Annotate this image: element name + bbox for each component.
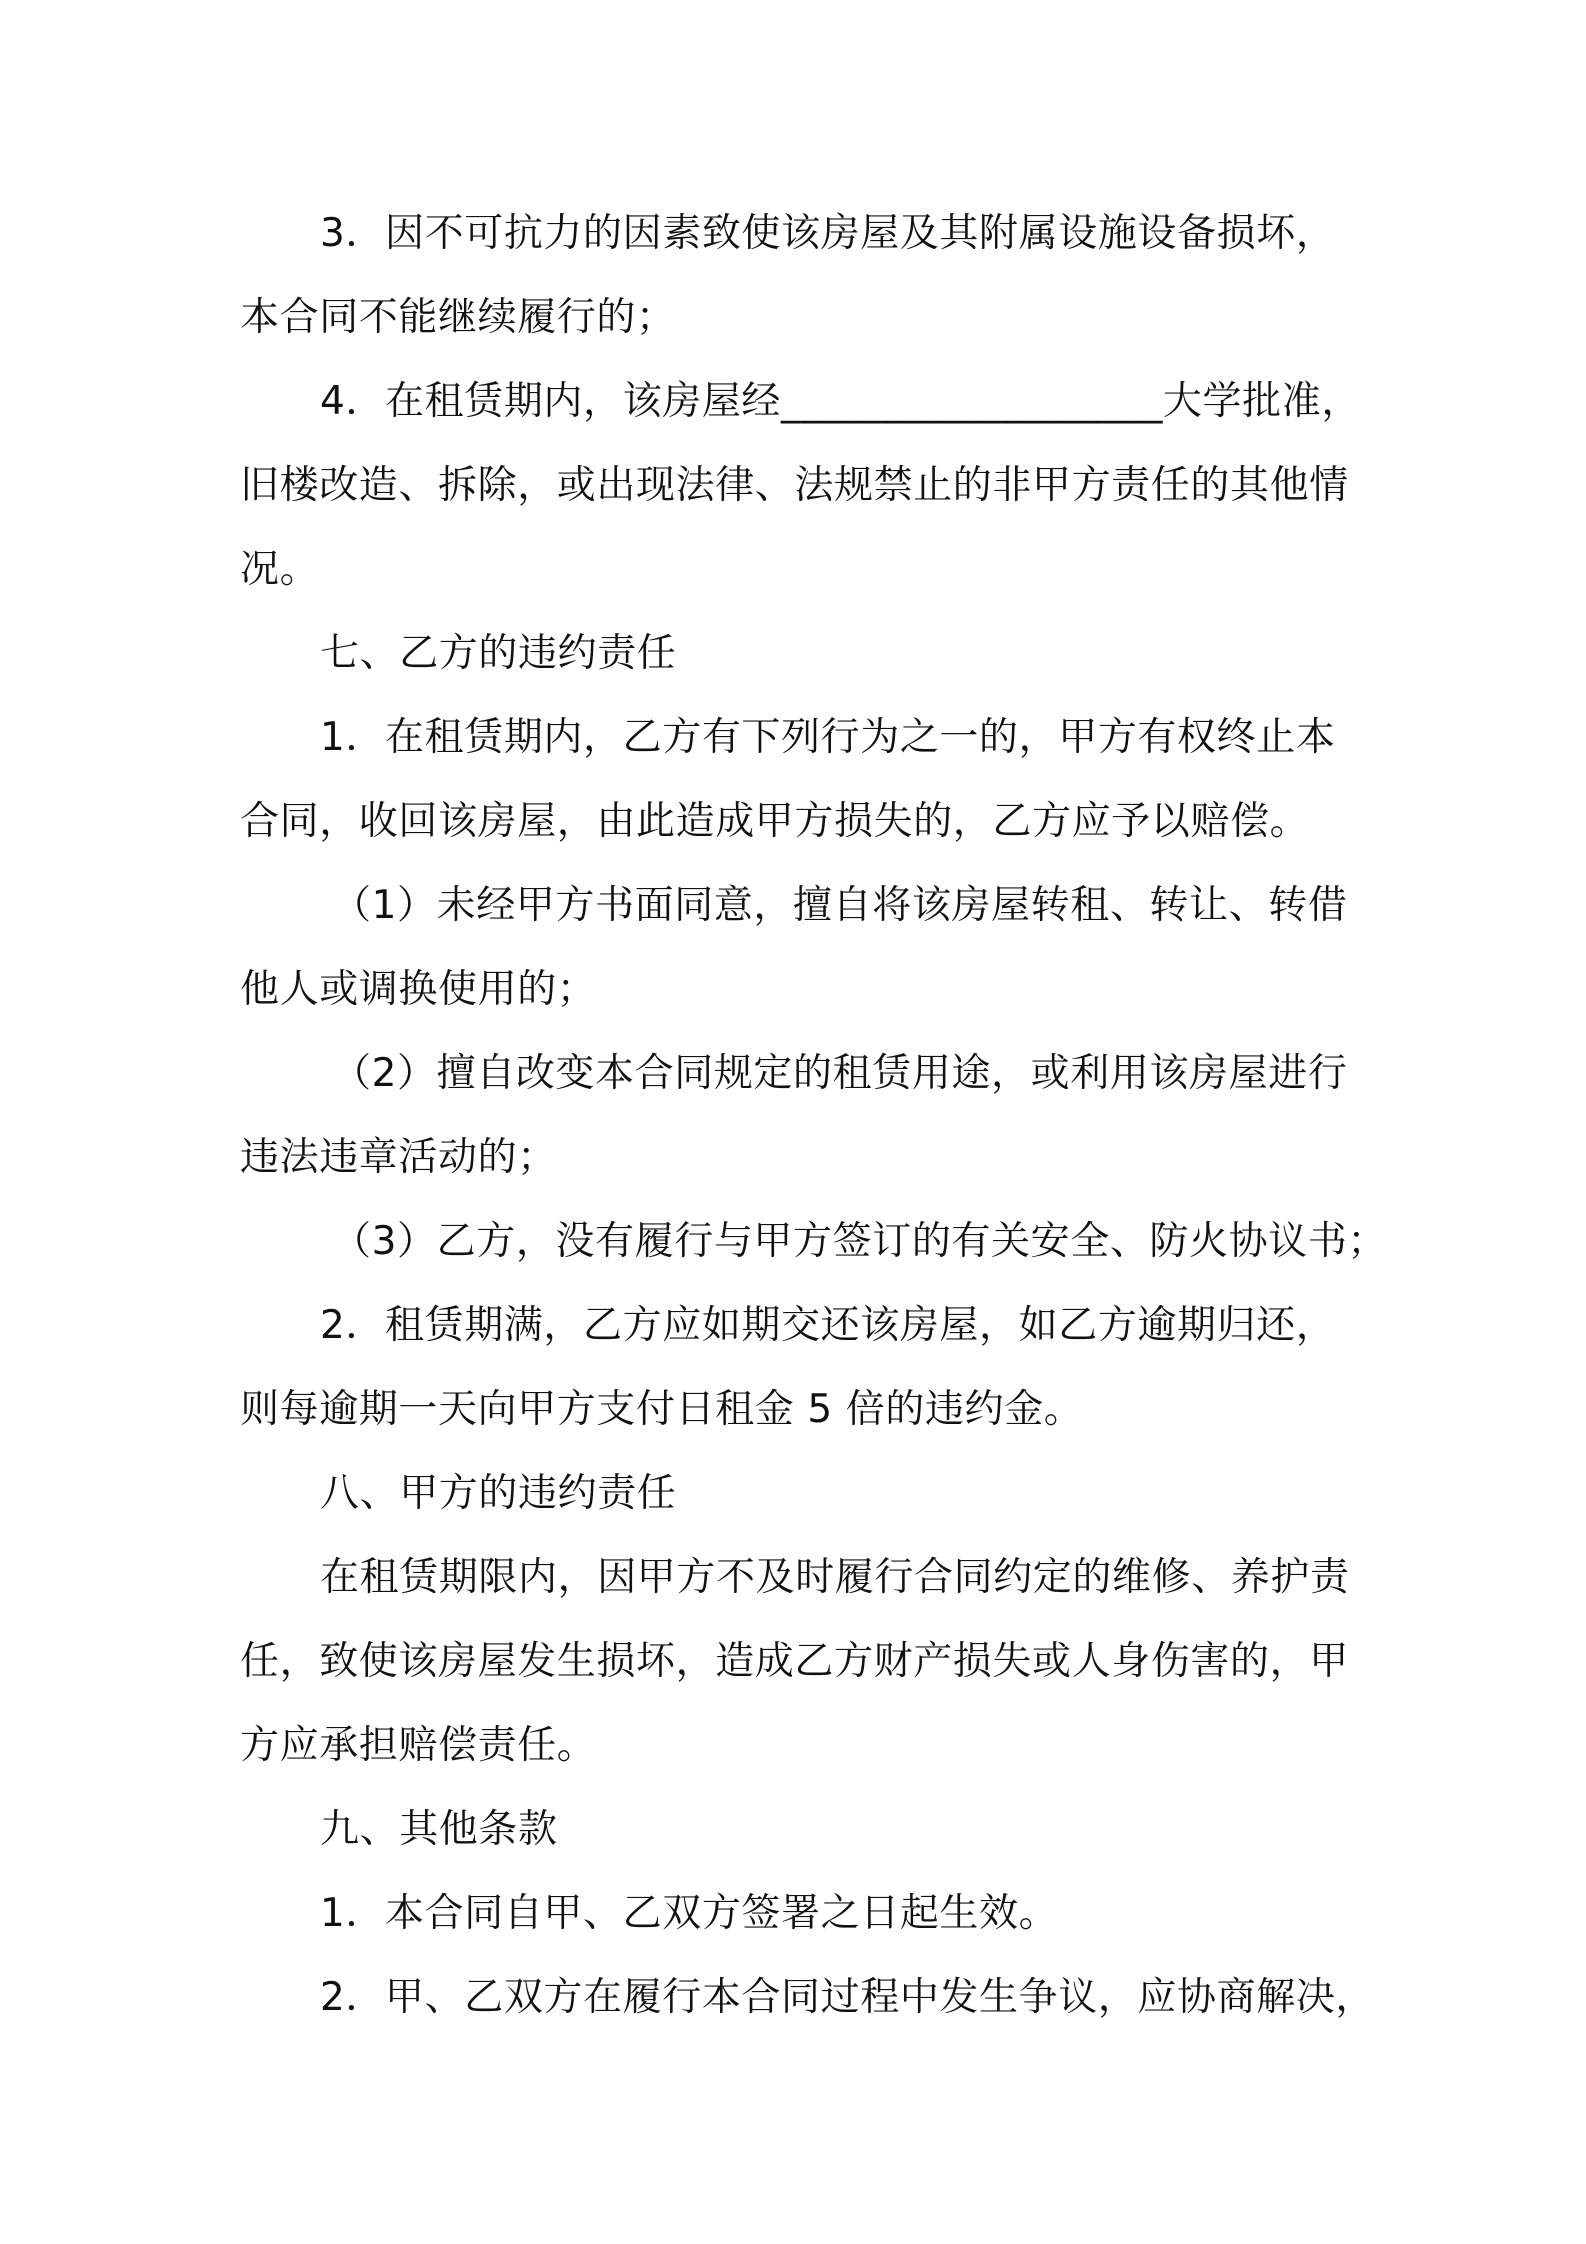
clause-6-item-4-line-1: 4．在租赁期内，该房屋经___________________大学批准， xyxy=(320,379,1361,424)
clause-6-item-3-line-2: 本合同不能继续履行的； xyxy=(240,295,676,340)
clause-6-item-3-line-1: 3．因不可抗力的因素致使该房屋及其附属设施设备损坏， xyxy=(320,211,1336,256)
clause-6-item-4-line-3: 况。 xyxy=(240,547,320,592)
document-body xyxy=(240,192,1388,2040)
section-8-heading: 八、甲方的违约责任 xyxy=(320,1471,677,1516)
clause-7-item-1-line-2: 合同，收回该房屋，由此造成甲方损失的，乙方应予以赔偿。 xyxy=(240,799,1310,844)
clause-7-sub-2-line-1: （2）擅自改变本合同规定的租赁用途，或利用该房屋进行 xyxy=(332,1051,1348,1096)
clause-7-sub-3-line-1: （3）乙方，没有履行与甲方签订的有关安全、防火协议书； xyxy=(332,1219,1388,1264)
clause-9-item-1-line-1: 1．本合同自甲、乙双方签署之日起生效。 xyxy=(320,1891,1059,1936)
clause-7-item-2-line-1: 2．租赁期满，乙方应如期交还该房屋，如乙方逾期归还， xyxy=(320,1303,1336,1348)
clause-7-sub-1-line-2: 他人或调换使用的； xyxy=(240,967,597,1012)
clause-8-para-line-2: 任，致使该房屋发生损坏，造成乙方财产损失或人身伤害的，甲 xyxy=(240,1639,1349,1684)
clause-8-para-line-1: 在租赁期限内，因甲方不及时履行合同约定的维修、养护责 xyxy=(320,1555,1350,1600)
clause-9-item-2-line-1: 2．甲、乙双方在履行本合同过程中发生争议，应协商解决， xyxy=(320,1975,1376,2020)
clause-7-sub-2-line-2: 违法违章活动的； xyxy=(240,1135,557,1180)
clause-7-sub-1-line-1: （1）未经甲方书面同意，擅自将该房屋转租、转让、转借 xyxy=(332,883,1348,928)
clause-7-item-2-line-2: 则每逾期一天向甲方支付日租金 5 倍的违约金。 xyxy=(240,1387,1084,1432)
section-7-heading: 七、乙方的违约责任 xyxy=(320,631,677,676)
clause-8-para-line-3: 方应承担赔偿责任。 xyxy=(240,1723,597,1768)
section-9-heading: 九、其他条款 xyxy=(320,1807,558,1852)
clause-7-item-1-line-1: 1．在租赁期内，乙方有下列行为之一的，甲方有权终止本 xyxy=(320,715,1336,760)
clause-6-item-4-line-2: 旧楼改造、拆除，或出现法律、法规禁止的非甲方责任的其他情 xyxy=(240,463,1349,508)
